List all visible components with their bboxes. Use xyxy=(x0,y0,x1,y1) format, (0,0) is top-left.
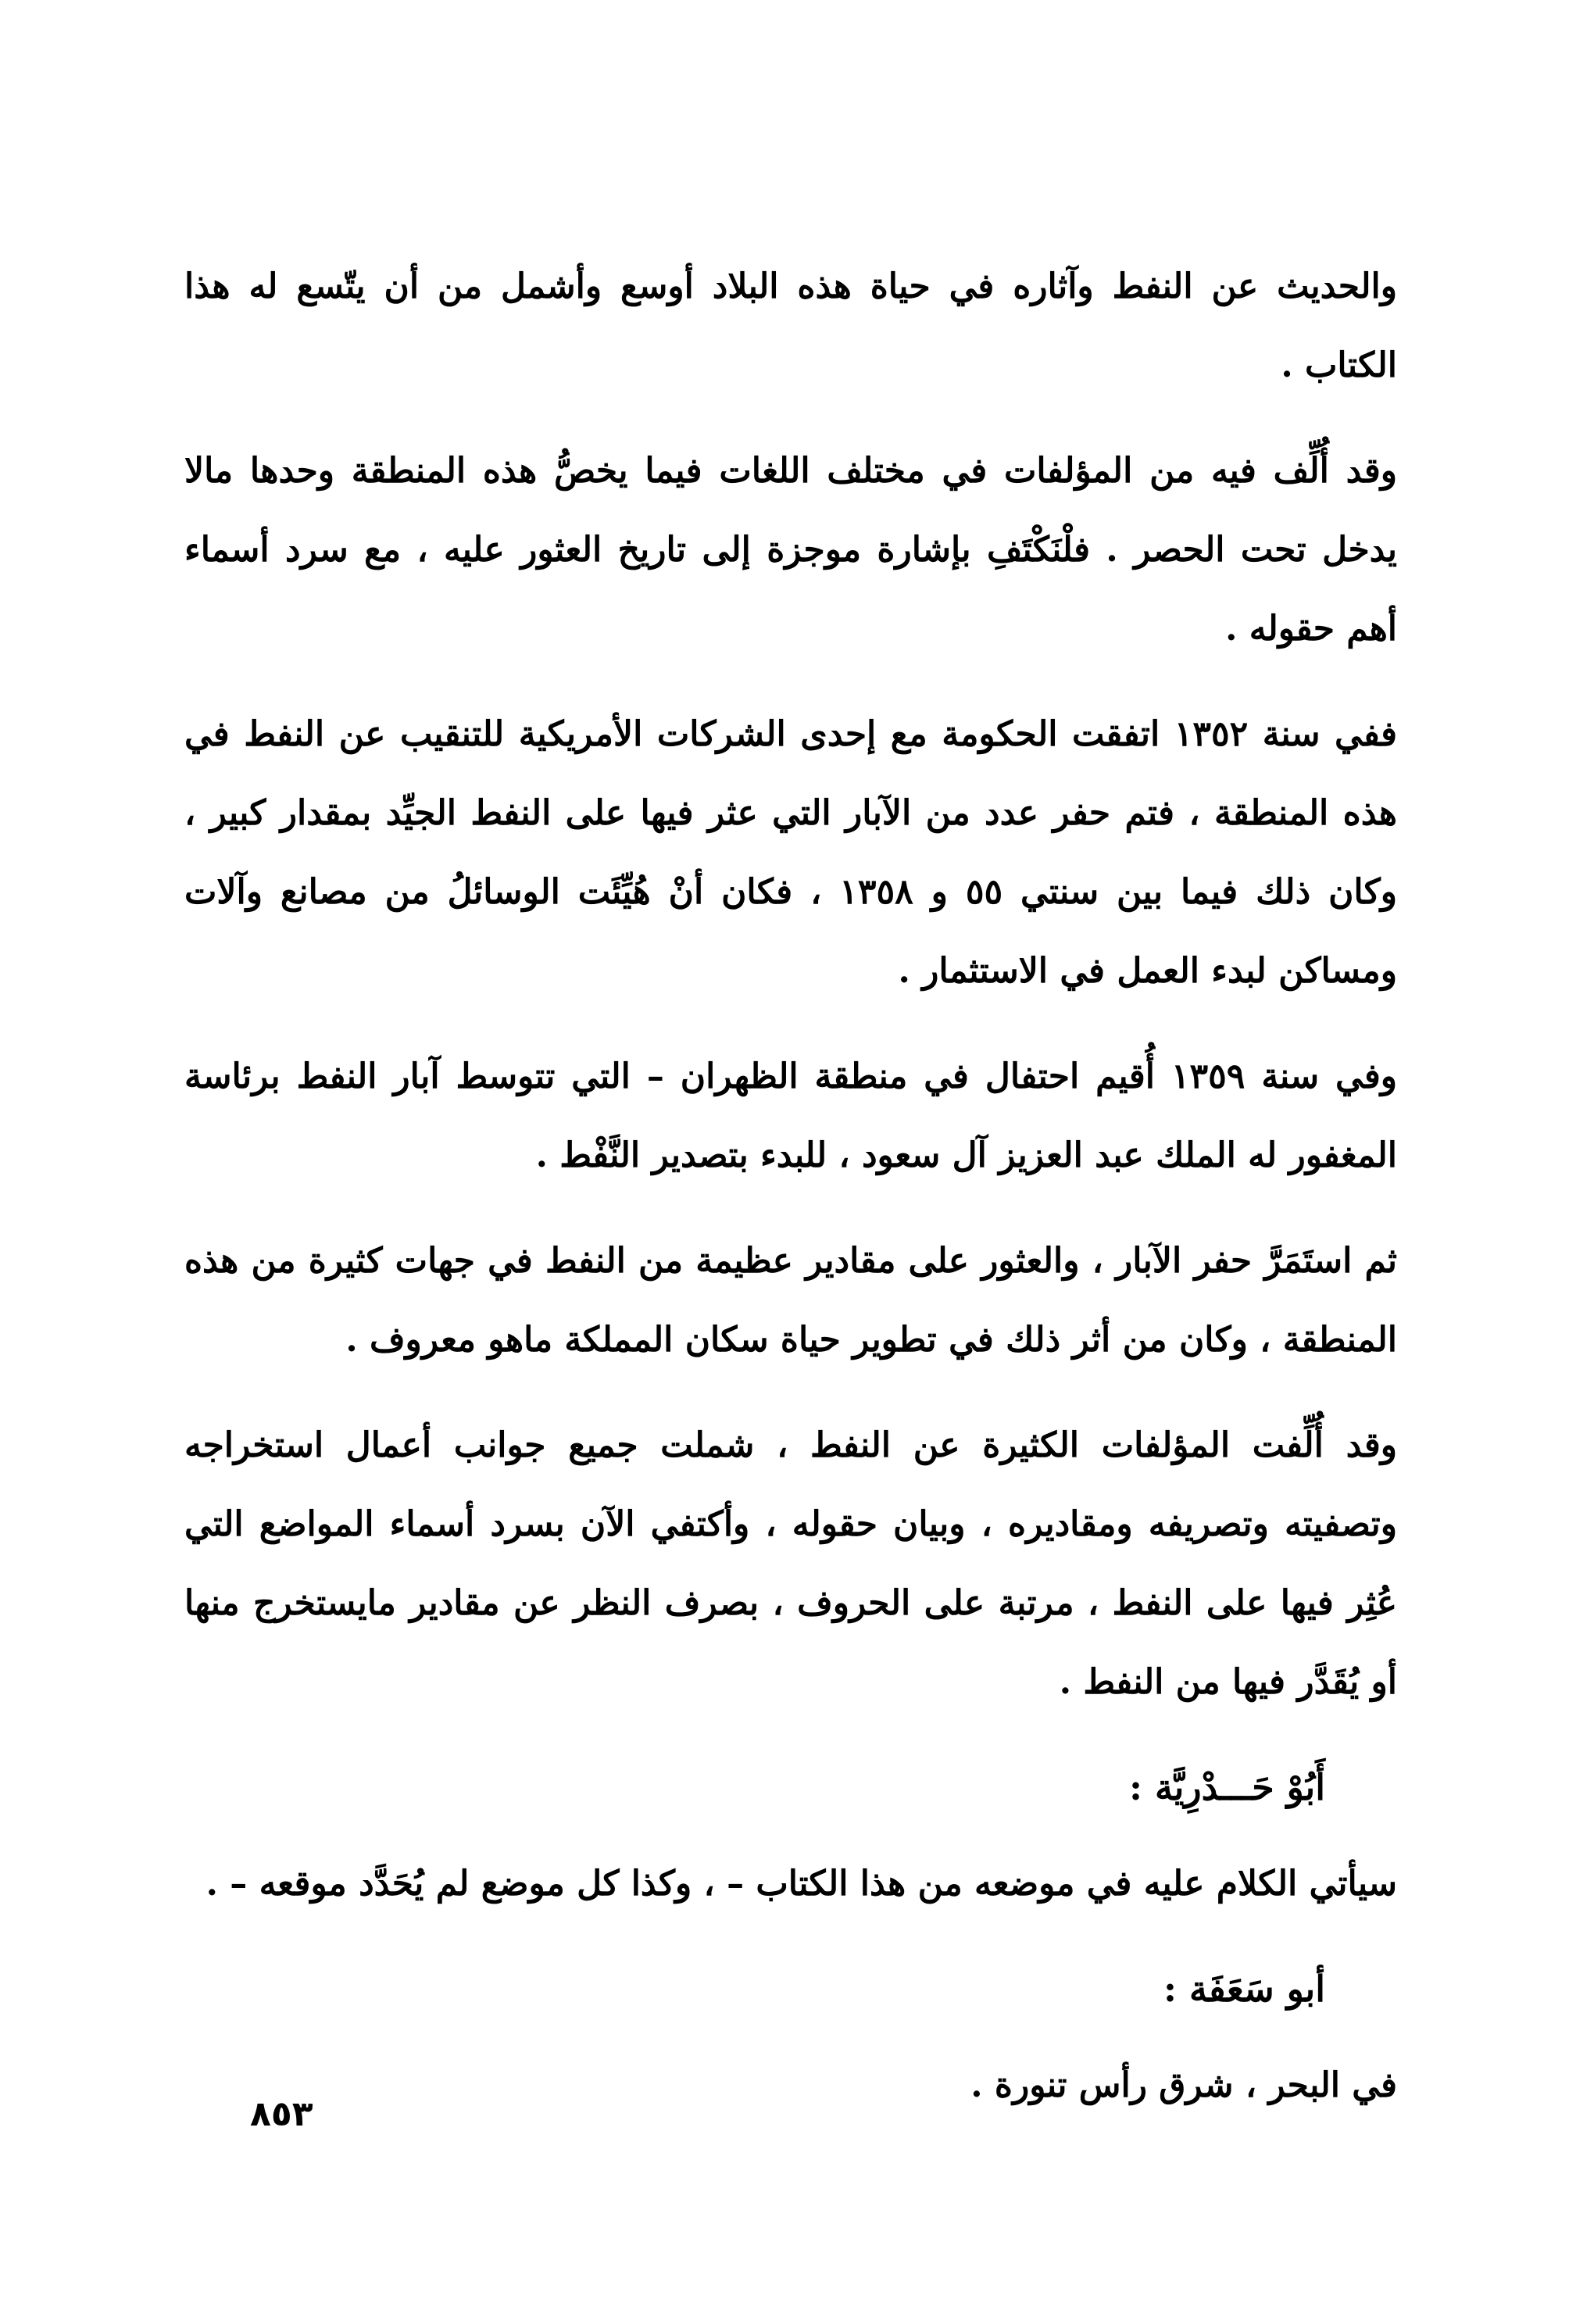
entry-text-abu-hadriyah: سيأتي الكلام عليه في موضعه من هذا الكتاب – ، وكذا كل موضع لم يُحَدَّد موقعه – . xyxy=(206,1864,1397,1904)
paragraph-1359-celebration: وفي سنة ١٣٥٩ أُقيم احتفال في منطقة الظهران – التي تتوسط آبار النفط برئاسة المغفور له الملك عبد العزيز آل سعود ، للبدء بتصدير النَّفْط . xyxy=(184,1057,1397,1175)
entry-heading-abu-safah: أبو سَعَفَة : xyxy=(1163,1968,1325,2010)
page-text-body xyxy=(184,247,1397,2151)
paragraph-continued-drilling: ثم استَمَرَّ حفر الآبار ، والعثور على مقادير عظيمة من النفط في جهات كثيرة من هذه المنطقة ، وكان من أثر ذلك في تطوير حياة سكان المملكة ماهو معروف . xyxy=(184,1241,1397,1360)
paragraph-oil-fields-list-intro: وقد أُلِّفت المؤلفات الكثيرة عن النفط ، شملت جميع جوانب أعمال استخراجه وتصفيته وتصريفه ومقاديره ، وبيان حقوله ، وأكتفي الآن بسرد أسماء المواضع التي عُثِر فيها على النفط ، مرتبة على الحروف ، بصرف النظر عن مقادير مايستخرج منها أو يُقَدَّر فيها من النفط . xyxy=(184,1425,1397,1702)
entry-heading-abu-hadriyah: أَبُوْ حَـــدْرِيَّة : xyxy=(1128,1766,1325,1808)
paragraph-oil-intro: والحديث عن النفط وآثاره في حياة هذه البلاد أوسع وأشمل من أن يتّسع له هذا الكتاب . xyxy=(184,266,1397,385)
entry-text-abu-safah: في البحر ، شرق رأس تنورة . xyxy=(970,2065,1397,2105)
paragraph-1352-agreement: ففي سنة ١٣٥٢ اتفقت الحكومة مع إحدى الشركات الأمريكية للتنقيب عن النفط في هذه المنطقة ، فتم حفر عدد من الآبار التي عثر فيها على النفط الجيِّد بمقدار كبير ، وكان ذلك فيما بين سنتي ٥٥ و ١٣٥٨ ، فكان أنْ هُيِّئَت الوسائلُ من مصانع وآلات ومساكن لبدء العمل في الاستثمار . xyxy=(184,714,1397,991)
page-number: ٨٥٣ xyxy=(250,2094,313,2134)
paragraph-oil-literature: وقد أُلِّف فيه من المؤلفات في مختلف اللغات فيما يخصُّ هذه المنطقة وحدها مالا يدخل تحت الحصر . فلْنَكْتَفِ بإشارة موجزة إلى تاريخ العثور عليه ، مع سرد أسماء أهم حقوله . xyxy=(184,451,1397,649)
